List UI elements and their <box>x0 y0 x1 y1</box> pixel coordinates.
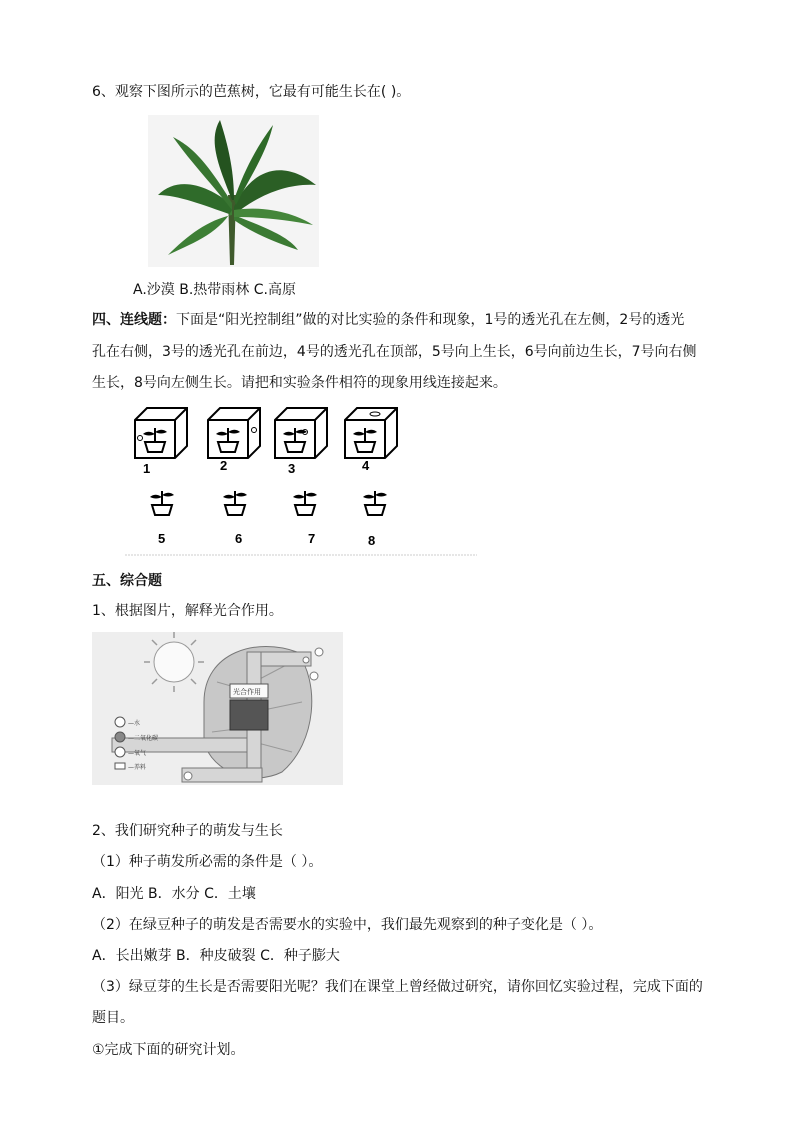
legend-co2: —二氧化碳 <box>128 735 159 742</box>
plant-label-6: 6 <box>235 531 243 546</box>
banana-tree-image <box>148 115 319 267</box>
section-5-q2-1-options: A．阳光 B．水分 C．土壤 <box>92 886 256 902</box>
question-6-text: 6、观察下图所示的芭蕉树，它最有可能生长在( )。 <box>92 84 411 100</box>
section-5-title: 五、综合题 <box>92 573 162 589</box>
box-label-2: 2 <box>220 458 228 473</box>
plant-label-8: 8 <box>368 533 376 548</box>
section-4-line-1: 四、连线题：下面是“阳光控制组”做的对比实验的条件和现象，1号的透光孔在左侧，2号的透光 <box>92 312 685 328</box>
section-5-q2-3-line-2: 题目。 <box>92 1010 134 1026</box>
process-box-label: 光合作用 <box>233 688 261 696</box>
section-4-title: 四、连线题： <box>92 312 176 328</box>
plant-label-5: 5 <box>158 531 166 546</box>
box-3-front-hole <box>275 408 327 458</box>
legend-oxygen: —氧气 <box>128 750 147 757</box>
phototropism-experiment-figure <box>125 403 477 559</box>
box-4-top-hole <box>345 408 397 458</box>
box-label-1: 1 <box>143 461 151 476</box>
section-5-q2-2: （2）在绿豆种子的萌发是否需要水的实验中，我们最先观察到的种子变化是（ ）。 <box>92 917 603 933</box>
section-5-q1: 1、根据图片，解释光合作用。 <box>92 603 283 619</box>
photosynthesis-diagram <box>92 632 343 785</box>
box-1-left-hole <box>135 408 187 458</box>
plant-label-7: 7 <box>308 531 316 546</box>
section-5-q2-1: （1）种子萌发所必需的条件是（ ）。 <box>92 854 323 870</box>
plant-8 <box>363 491 387 515</box>
section-5-q2-3-line-1: （3）绿豆芽的生长是否需要阳光呢？我们在课堂上曾经做过研究，请你回忆实验过程，完成下面的 <box>92 979 703 995</box>
section-4-line-2: 孔在右侧，3号的透光孔在前边，4号的透光孔在顶部，5号向上生长，6号向前边生长，7号向右侧 <box>92 344 697 360</box>
section-5-q2: 2、我们研究种子的萌发与生长 <box>92 823 283 839</box>
box-label-4: 4 <box>362 458 370 473</box>
section-5-q2-3-sub: ①完成下面的研究计划。 <box>92 1042 245 1058</box>
plant-5 <box>150 491 174 515</box>
box-2-right-hole <box>208 408 260 458</box>
section-4-line-3: 生长，8号向左侧生长。请把和实验条件相符的现象用线连接起来。 <box>92 375 507 391</box>
plant-7 <box>293 491 317 515</box>
section-5-q2-2-options: A．长出嫩芽 B．种皮破裂 C．种子膨大 <box>92 948 340 964</box>
machine <box>230 700 268 730</box>
plant-6 <box>223 491 247 515</box>
legend-nutrient: —养料 <box>128 764 147 771</box>
legend-water: —水 <box>128 720 141 727</box>
box-label-3: 3 <box>288 461 296 476</box>
question-6-options: A.沙漠 B.热带雨林 C.高原 <box>133 282 296 298</box>
